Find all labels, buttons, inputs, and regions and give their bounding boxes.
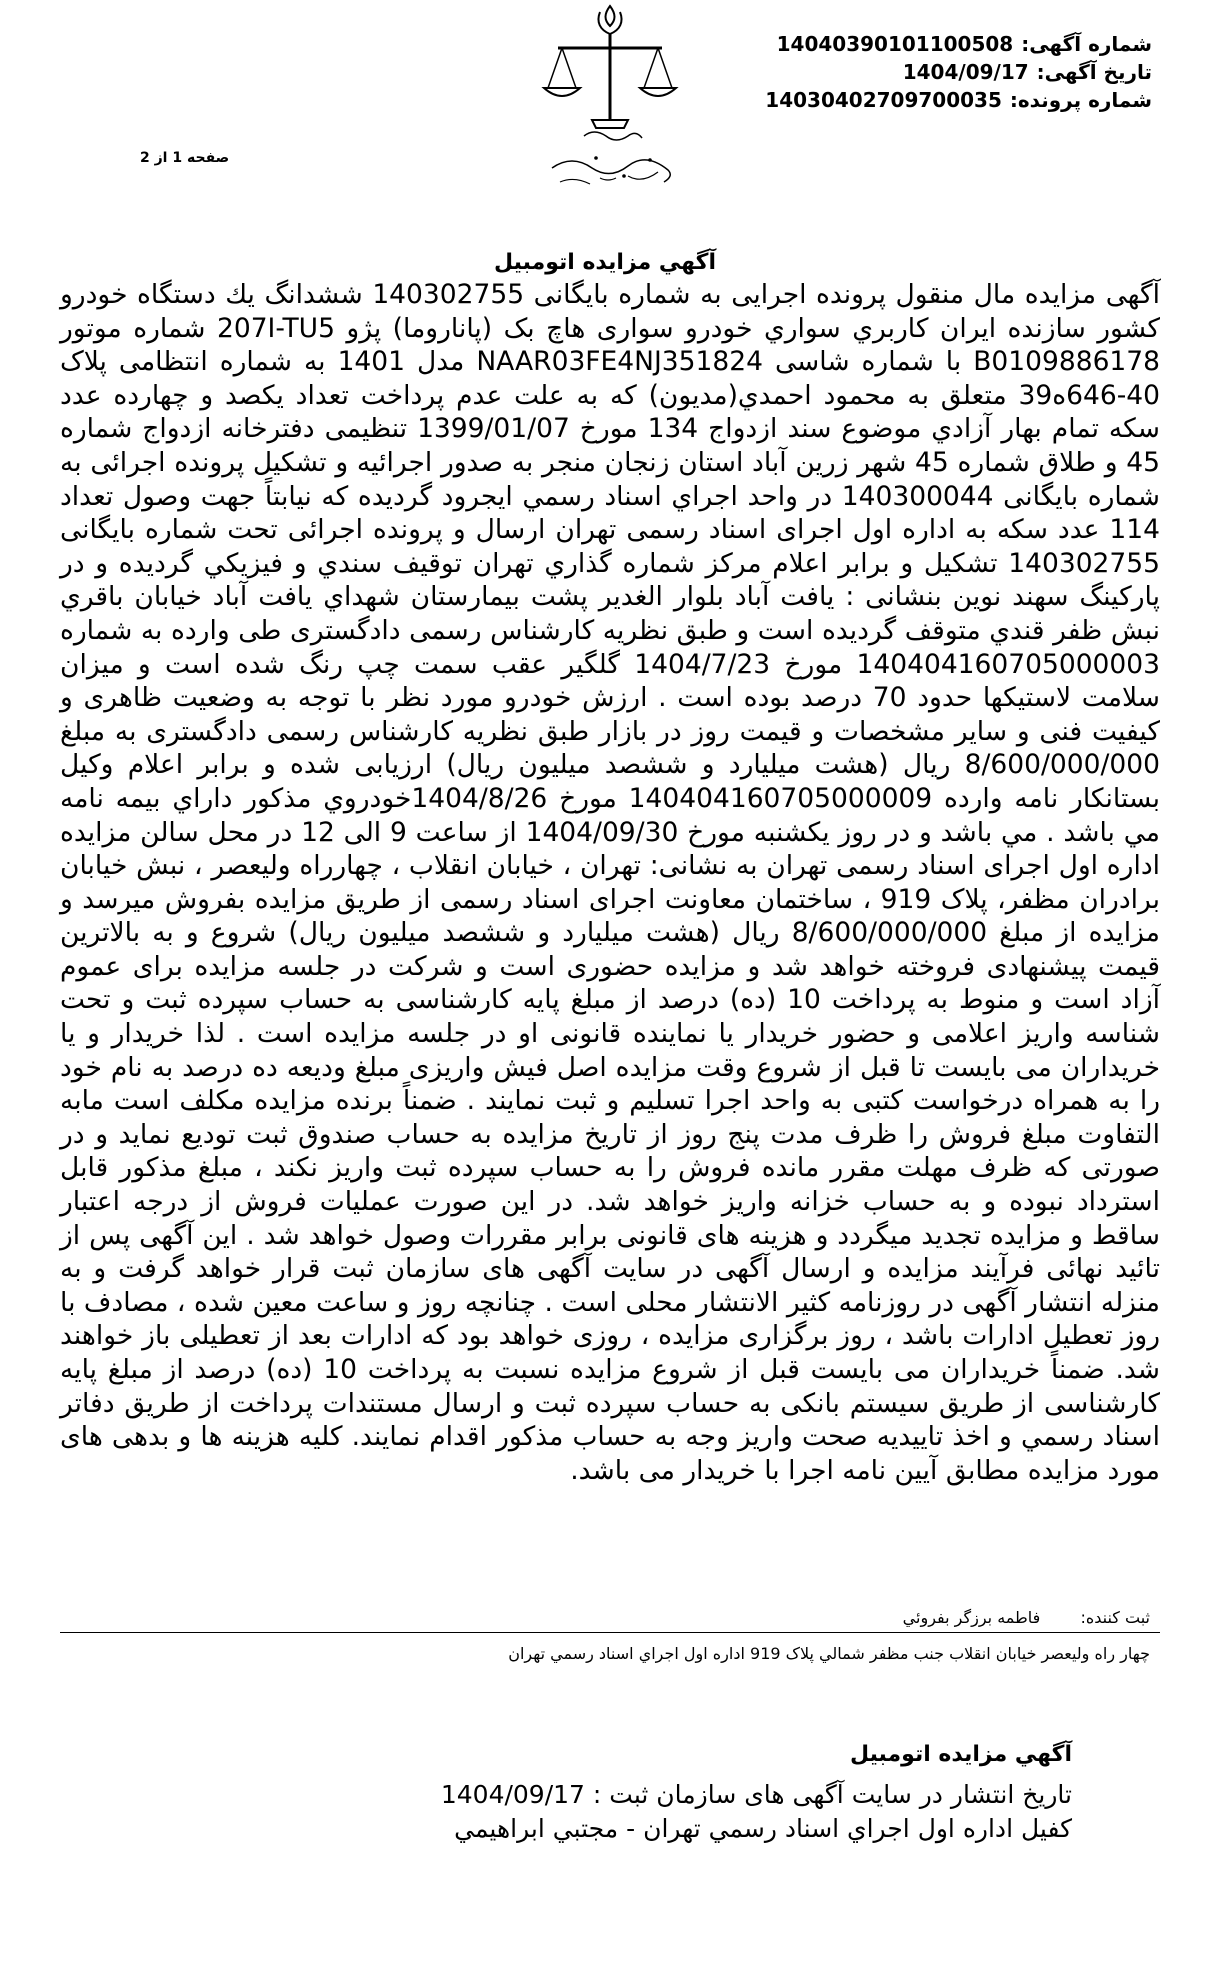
ad-number-label: شماره آگهی:	[1021, 32, 1152, 56]
registrar-label: ثبت کننده:	[1080, 1608, 1150, 1627]
registrar-line	[903, 1608, 1150, 1627]
case-number-label: شماره پرونده:	[1009, 88, 1152, 112]
ad-date-label: تاریخ آگهی:	[1036, 60, 1152, 84]
ad-date-line	[903, 60, 1152, 84]
ad-number-value: 14040390101100508	[776, 32, 1014, 56]
notice-body: آگهی مزایده مال منقول پرونده اجرایی به شماره بایگانی 140302755 ششدانگ يك دستگاه خودرو كشور سازنده ايران كاربري سواري خودرو سواری هاچ بک (پاناروما) پژو 207I-TU5 شماره موتور B0109886178 با شماره شاسی NAAR03FE4NJ351824 مدل 1401 به شماره انتظامی پلاک 40-646ه39 متعلق به محمود احمدي(مديون) كه به علت عدم پرداخت تعداد يكصد و چهارده عدد سكه تمام بهار آزادي موضوع سند ازدواج 134 مورخ 1399/01/07 تنظيمی دفترخانه ازدواج شماره 45 و طلاق شماره 45 شهر زرين آباد استان زنجان منجر به صدور اجرائيه و تشكيل پرونده اجرائی به شماره بايگانی 140300044 در واحد اجراي اسناد رسمي ايجرود گرديده كه نيابتاً جهت وصول تعداد 114 عدد سکه به اداره اول اجرای اسناد رسمی تهران ارسال و پرونده اجرائی تحت شماره بايگانی 140302755 تشكيل و برابر اعلام مركز شماره گذاري تهران توقيف سندي و فيزيكي گرديده و در پاركينگ سهند نوين بنشانی : يافت آباد بلوار الغدير پشت بيمارستان شهداي يافت آباد خيابان باقري نبش ظفر قندي متوقف گرديده است و طبق نظريه كارشناس رسمی دادگستری طی وارده به شماره 140404160705000003 مورخ 1404/7/23 گلگیر عقب سمت چپ رنگ شده است و ميزان سلامت لاستيكها حدود 70 درصد بوده است . ارزش خودرو مورد نظر با توجه به وضعيت ظاهری و كيفيت فنی و ساير مشخصات و قيمت روز در بازار طبق نظريه كارشناس رسمی دادگستری به مبلغ 8/600/000/000 ريال (هشت ميليارد و ششصد ميليون ريال) ارزيابی شده و برابر اعلام وكيل بستانكار نامه وارده 140404160705000009 مورخ 1404/8/26خودروي مذكور داراي بيمه نامه مي باشد . مي باشد و در روز یکشنبه مورخ 1404/09/30 از ساعت 9 الی 12 در محل سالن مزایده اداره اول اجرای اسناد رسمی تهران به نشانی: تهران ، خیابان انقلاب ، چهارراه ولیعصر ، نبش خیابان برادران مظفر، پلاک 919 ، ساختمان معاونت اجرای اسناد رسمی از طریق مزایده بفروش میرسد و مزایده از مبلغ 8/600/000/000 ريال (هشت ميليارد و ششصد ميليون ريال) شروع و به بالاترين قيمت پيشنهادی فروخته خواهد شد و مزايده حضوری است و شركت در جلسه مزایده برای عموم آزاد است و منوط به پرداخت 10 (ده) درصد از مبلغ پایه کارشناسی به حساب سپرده ثبت و تحت شناسه واریز اعلامی و حضور خریدار یا نماینده قانونی او در جلسه مزایده است . لذا خریدار و یا خریداران می بایست تا قبل از شروع وقت مزایده اصل فیش واریزی مبلغ ودیعه ده درصد به نام خود را به همراه درخواست کتبی به واحد اجرا تسلیم و ثبت نمایند . ضمناً برنده مزايده مكلف است مابه التفاوت مبلغ فروش را ظرف مدت پنج روز از تاریخ مزایده به حساب صندوق ثبت توديع نمايد و در صورتی كه ظرف مهلت مقرر مانده فروش را به حساب سپرده ثبت واريز نكند ، مبلغ مذكور قابل استرداد نبوده و به حساب خزانه واريز خواهد شد. در اين صورت عمليات فروش از درجه اعتبار ساقط و مزايده تجديد ميگردد و هزينه های قانونی برابر مقررات وصول خواهد شد . این آگهی پس از تائید نهائی فرآيند مزايده و ارسال آگهی در سايت آگهی های سازمان ثبت قرار خواهد گرفت و به منزله انتشار آگهی در روزنامه کثیر الانتشار محلی است . چنانچه روز و ساعت معين شده ، مصادف با روز تعطيل ادارات باشد ، روز برگزاری مزايده ، روزی خواهد بود كه ادارات بعد از تعطيلی باز خواهند شد. ضمناً خريداران می بايست قبل از شروع مزايده نسبت به پرداخت 10 (ده) درصد از مبلغ پايه كارشناسی از طريق سيستم بانكی به حساب سپرده ثبت و ارسال مستندات پرداخت از طريق دفاتر اسناد رسمي و اخذ تاييديه صحت واريز وجه به حساب مذكور اقدام نمايند. كليه هزينه ها و بدهی های مورد مزايده مطابق آيين نامه اجرا با خريدار می باشد.	[60, 279, 1161, 1486]
case-number-line	[765, 88, 1152, 112]
publish-line	[441, 1780, 1072, 1809]
judiciary-logo	[500, 0, 720, 200]
registrar-name: فاطمه برزگر بفروئي	[902, 1608, 1041, 1627]
signature-line: کفيل اداره اول اجراي اسناد رسمي تهران - مجتبي ابراهيمي	[454, 1814, 1072, 1843]
address-line: چهار راه وليعصر خيابان انقلاب جنب مظفر شمالي پلاک 919 اداره اول اجراي اسناد رسمي تهران	[508, 1644, 1150, 1663]
case-number-value: 14030402709700035	[765, 88, 1002, 112]
divider	[60, 1632, 1160, 1633]
publish-date: 1404/09/17	[440, 1780, 585, 1809]
publish-line-prefix: تاریخ انتشار در سایت آگهی های سازمان ثبت :	[592, 1780, 1072, 1809]
scales-of-justice-icon	[500, 0, 720, 200]
page-indicator: صفحه 1 از 2	[140, 150, 230, 166]
ad-date-value: 1404/09/17	[902, 60, 1029, 84]
footer-title: آگهي مزايده اتومبيل	[849, 1742, 1072, 1767]
notice-title: آگهي مزايده اتومبيل	[493, 250, 717, 275]
ad-number-line	[777, 32, 1152, 56]
